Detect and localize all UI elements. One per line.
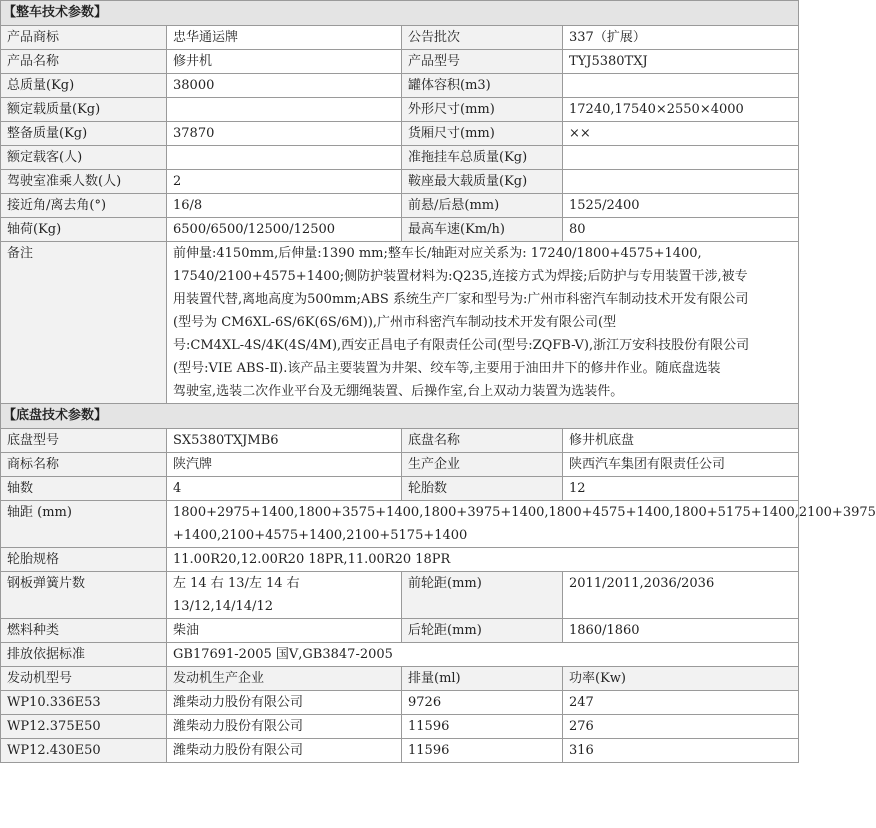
param-value: 6500/6500/12500/12500: [167, 218, 402, 242]
param-value: SX5380TXJMB6: [167, 429, 402, 453]
table-row: [1, 453, 799, 477]
param-label: 底盘型号: [1, 429, 167, 453]
tire-value: 11.00R20,12.00R20 18PR,11.00R20 18PR: [167, 548, 799, 572]
param-label: 公告批次: [402, 26, 563, 50]
remarks-text: [167, 242, 799, 404]
engine-manufacturer: 潍柴动力股份有限公司: [167, 691, 402, 715]
engine-displacement: 11596: [402, 715, 563, 739]
engine-row: [1, 739, 799, 763]
emission-value: GB17691-2005 国Ⅴ,GB3847-2005: [167, 643, 799, 667]
param-value: 修井机: [167, 50, 402, 74]
param-value: TYJ5380TXJ: [563, 50, 799, 74]
engine-column-header: 功率(Kw): [563, 667, 799, 691]
wheelbase-value-line: +1400,2100+4575+1400,2100+5175+1400: [173, 528, 468, 543]
param-value: 17240,17540×2550×4000: [563, 98, 799, 122]
engine-column-header: 发动机生产企业: [167, 667, 402, 691]
param-label: 驾驶室准乘人数(人): [1, 170, 167, 194]
section-title-chassis: 【底盘技术参数】: [1, 404, 799, 429]
fuel-label: 燃料种类: [1, 619, 167, 643]
engine-column-header: 排量(ml): [402, 667, 563, 691]
engine-model: WP12.375E50: [1, 715, 167, 739]
param-label: 准拖挂车总质量(Kg): [402, 146, 563, 170]
param-label: 轴荷(Kg): [1, 218, 167, 242]
emission-label: 排放依据标准: [1, 643, 167, 667]
engine-displacement: 11596: [402, 739, 563, 763]
table-row: [1, 50, 799, 74]
table-row: [1, 429, 799, 453]
rear-track-label: 后轮距(mm): [402, 619, 563, 643]
fuel-value: 柴油: [167, 619, 402, 643]
rear-track-value: 1860/1860: [563, 619, 799, 643]
fuel-row: [1, 619, 799, 643]
spring-value-line: 左 14 右 13/左 14 右: [173, 576, 300, 591]
remarks-text-line: 前伸量:4150mm,后伸量:1390 mm;整车长/轴距对应关系为: 17240/1800+4575+1400,: [173, 246, 702, 261]
table-row: [1, 98, 799, 122]
param-label: 外形尺寸(mm): [402, 98, 563, 122]
param-label: 商标名称: [1, 453, 167, 477]
param-value: [167, 98, 402, 122]
param-value: ××: [563, 122, 799, 146]
table-row: [1, 122, 799, 146]
section-title-vehicle: 【整车技术参数】: [1, 1, 799, 26]
param-label: 轮胎数: [402, 477, 563, 501]
table-row: [1, 194, 799, 218]
wheelbase-value: [167, 501, 876, 548]
remarks-text-line: (型号为 CM6XL-6S/6K(6S/6M)),广州市科密汽车制动技术开发有限公司(型: [173, 315, 617, 330]
engine-manufacturer: 潍柴动力股份有限公司: [167, 715, 402, 739]
param-label: 罐体容积(m3): [402, 74, 563, 98]
param-value: 4: [167, 477, 402, 501]
tire-label: 轮胎规格: [1, 548, 167, 572]
emission-row: [1, 643, 799, 667]
param-label: 额定载客(人): [1, 146, 167, 170]
wheelbase-row: [1, 501, 799, 548]
table-row: [1, 26, 799, 50]
param-label: 整备质量(Kg): [1, 122, 167, 146]
remarks-text-line: 号:CM4XL-4S/4K(4S/4M),西安正昌电子有限责任公司(型号:ZQFB-V),浙江万安科技股份有限公司: [173, 338, 750, 353]
engine-power: 247: [563, 691, 799, 715]
param-label: 产品商标: [1, 26, 167, 50]
remarks-row: [1, 242, 799, 404]
engine-row: [1, 691, 799, 715]
param-label: 货厢尺寸(mm): [402, 122, 563, 146]
param-value: 陕西汽车集团有限责任公司: [563, 453, 799, 477]
remarks-text-line: (型号:VIE ABS-Ⅱ).该产品主要装置为井架、绞车等,主要用于油田井下的修井作业。随底盘选装: [173, 361, 721, 376]
param-label: 产品型号: [402, 50, 563, 74]
param-label: 额定载质量(Kg): [1, 98, 167, 122]
spring-value: [167, 572, 402, 619]
engine-manufacturer: 潍柴动力股份有限公司: [167, 739, 402, 763]
param-value: 1525/2400: [563, 194, 799, 218]
param-value: 忠华通运牌: [167, 26, 402, 50]
param-label: 总质量(Kg): [1, 74, 167, 98]
engine-power: 276: [563, 715, 799, 739]
wheelbase-value-line: 1800+2975+1400,1800+3575+1400,1800+3975+1400,1800+4575+1400,1800+5175+1400,2100+3975: [173, 505, 876, 520]
engine-column-header: 发动机型号: [1, 667, 167, 691]
param-value: 修井机底盘: [563, 429, 799, 453]
front-track-label: 前轮距(mm): [402, 572, 563, 619]
remarks-text-line: 驾驶室,选装二次作业平台及无绷绳装置、后操作室,台上双动力装置为选装件。: [173, 384, 624, 399]
spring-label: 钢板弹簧片数: [1, 572, 167, 619]
table-row: [1, 477, 799, 501]
spring-row: [1, 572, 799, 619]
param-value: 38000: [167, 74, 402, 98]
tire-row: [1, 548, 799, 572]
param-value: 陕汽牌: [167, 453, 402, 477]
param-label: 接近角/离去角(°): [1, 194, 167, 218]
param-value: [563, 146, 799, 170]
section-header-vehicle: [1, 1, 799, 26]
param-value: [563, 170, 799, 194]
engine-model: WP12.430E50: [1, 739, 167, 763]
param-value: 2: [167, 170, 402, 194]
remarks-label: 备注: [1, 242, 167, 404]
param-value: 37870: [167, 122, 402, 146]
param-label: 底盘名称: [402, 429, 563, 453]
table-row: [1, 146, 799, 170]
engine-model: WP10.336E53: [1, 691, 167, 715]
section-header-chassis: [1, 404, 799, 429]
engine-row: [1, 715, 799, 739]
engine-power: 316: [563, 739, 799, 763]
remarks-text-line: 17540/2100+4575+1400;侧防护装置材料为:Q235,连接方式为焊接;后防护与专用装置干涉,被专: [173, 269, 748, 284]
spring-value-line: 13/12,14/14/12: [173, 599, 273, 614]
remarks-text-line: 用装置代替,离地高度为500mm;ABS 系统生产厂家和型号为:广州市科密汽车制动技术开发有限公司: [173, 292, 749, 307]
param-label: 鞍座最大载质量(Kg): [402, 170, 563, 194]
table-row: [1, 170, 799, 194]
param-value: [563, 74, 799, 98]
param-value: 12: [563, 477, 799, 501]
param-label: 生产企业: [402, 453, 563, 477]
engine-header-row: [1, 667, 799, 691]
table-row: [1, 218, 799, 242]
engine-displacement: 9726: [402, 691, 563, 715]
param-value: 337（扩展）: [563, 26, 799, 50]
front-track-value: 2011/2011,2036/2036: [563, 572, 799, 619]
table-row: [1, 74, 799, 98]
param-label: 产品名称: [1, 50, 167, 74]
param-value: 16/8: [167, 194, 402, 218]
param-label: 轴数: [1, 477, 167, 501]
param-value: [167, 146, 402, 170]
param-label: 前悬/后悬(mm): [402, 194, 563, 218]
param-value: 80: [563, 218, 799, 242]
wheelbase-label: 轴距 (mm): [1, 501, 167, 548]
param-label: 最高车速(Km/h): [402, 218, 563, 242]
